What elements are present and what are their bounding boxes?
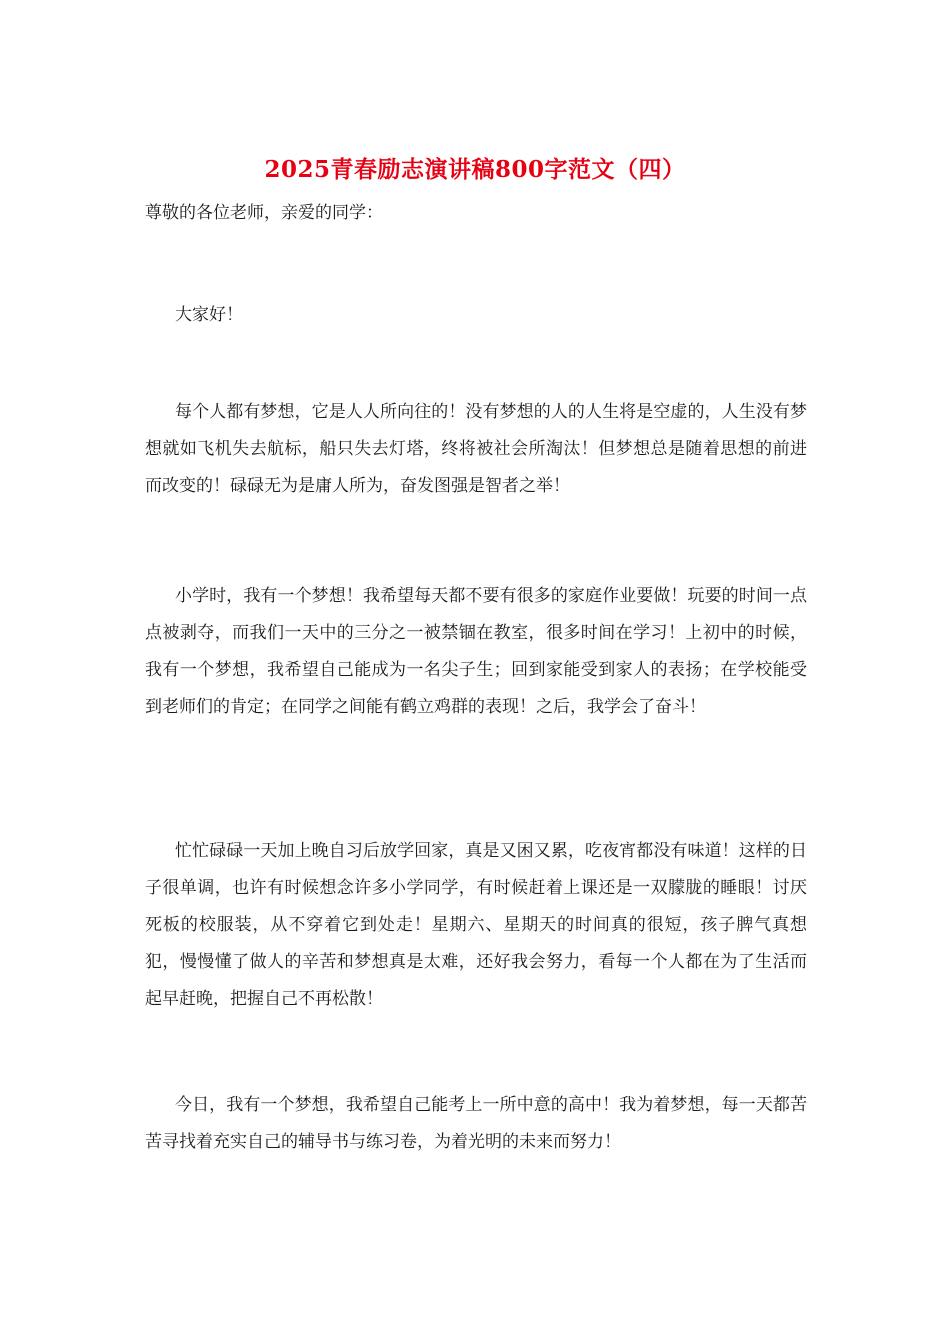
document-title: 2025青春励志演讲稿800字范文（四） [264,156,686,183]
paragraph-dream-intro: 每个人都有梦想，它是人人所向往的！没有梦想的人的人生将是空虚的，人生没有梦想就如飞机失去航标，船只失去灯塔，终将被社会所淘汰！但梦想总是随着思想的前进而改变的！碌碌无为是庸人所为，奋发图强是智者之举！ [145,402,807,496]
paragraph-daily-life: 忙忙碌碌一天加上晚自习后放学回家，真是又困又累，吃夜宵都没有味道！这样的日子很单调，也许有时候想念许多小学同学，有时候赶着上课还是一双朦胧的睡眼！讨厌死板的校服装，从不穿着它到处走！星期六、星期天的时间真的很短，孩子脾气真想犯，慢慢懂了做人的辛苦和梦想真是太难，还好我会努力，看每一个人都在为了生活而起早赶晚，把握自己不再松散！ [145,841,807,1009]
paragraph-today-dream: 今日，我有一个梦想，我希望自己能考上一所中意的高中！我为着梦想，每一天都苦苦寻找着充实自己的辅导书与练习卷，为着光明的未来而努力！ [145,1095,807,1152]
paragraph-greeting: 大家好！ [175,305,243,325]
paragraph-school-dreams: 小学时，我有一个梦想！我希望每天都不要有很多的家庭作业要做！玩要的时间一点点被剥夺，而我们一天中的三分之一被禁锢在教室，很多时间在学习！上初中的时候，我有一个梦想，我希望自己能成为一名尖子生；回到家能受到家人的表扬；在学校能受到老师们的肯定；在同学之间能有鹤立鸡群的表现！之后，我学会了奋斗！ [145,586,807,717]
salutation: 尊敬的各位老师，亲爱的同学： [145,203,383,223]
